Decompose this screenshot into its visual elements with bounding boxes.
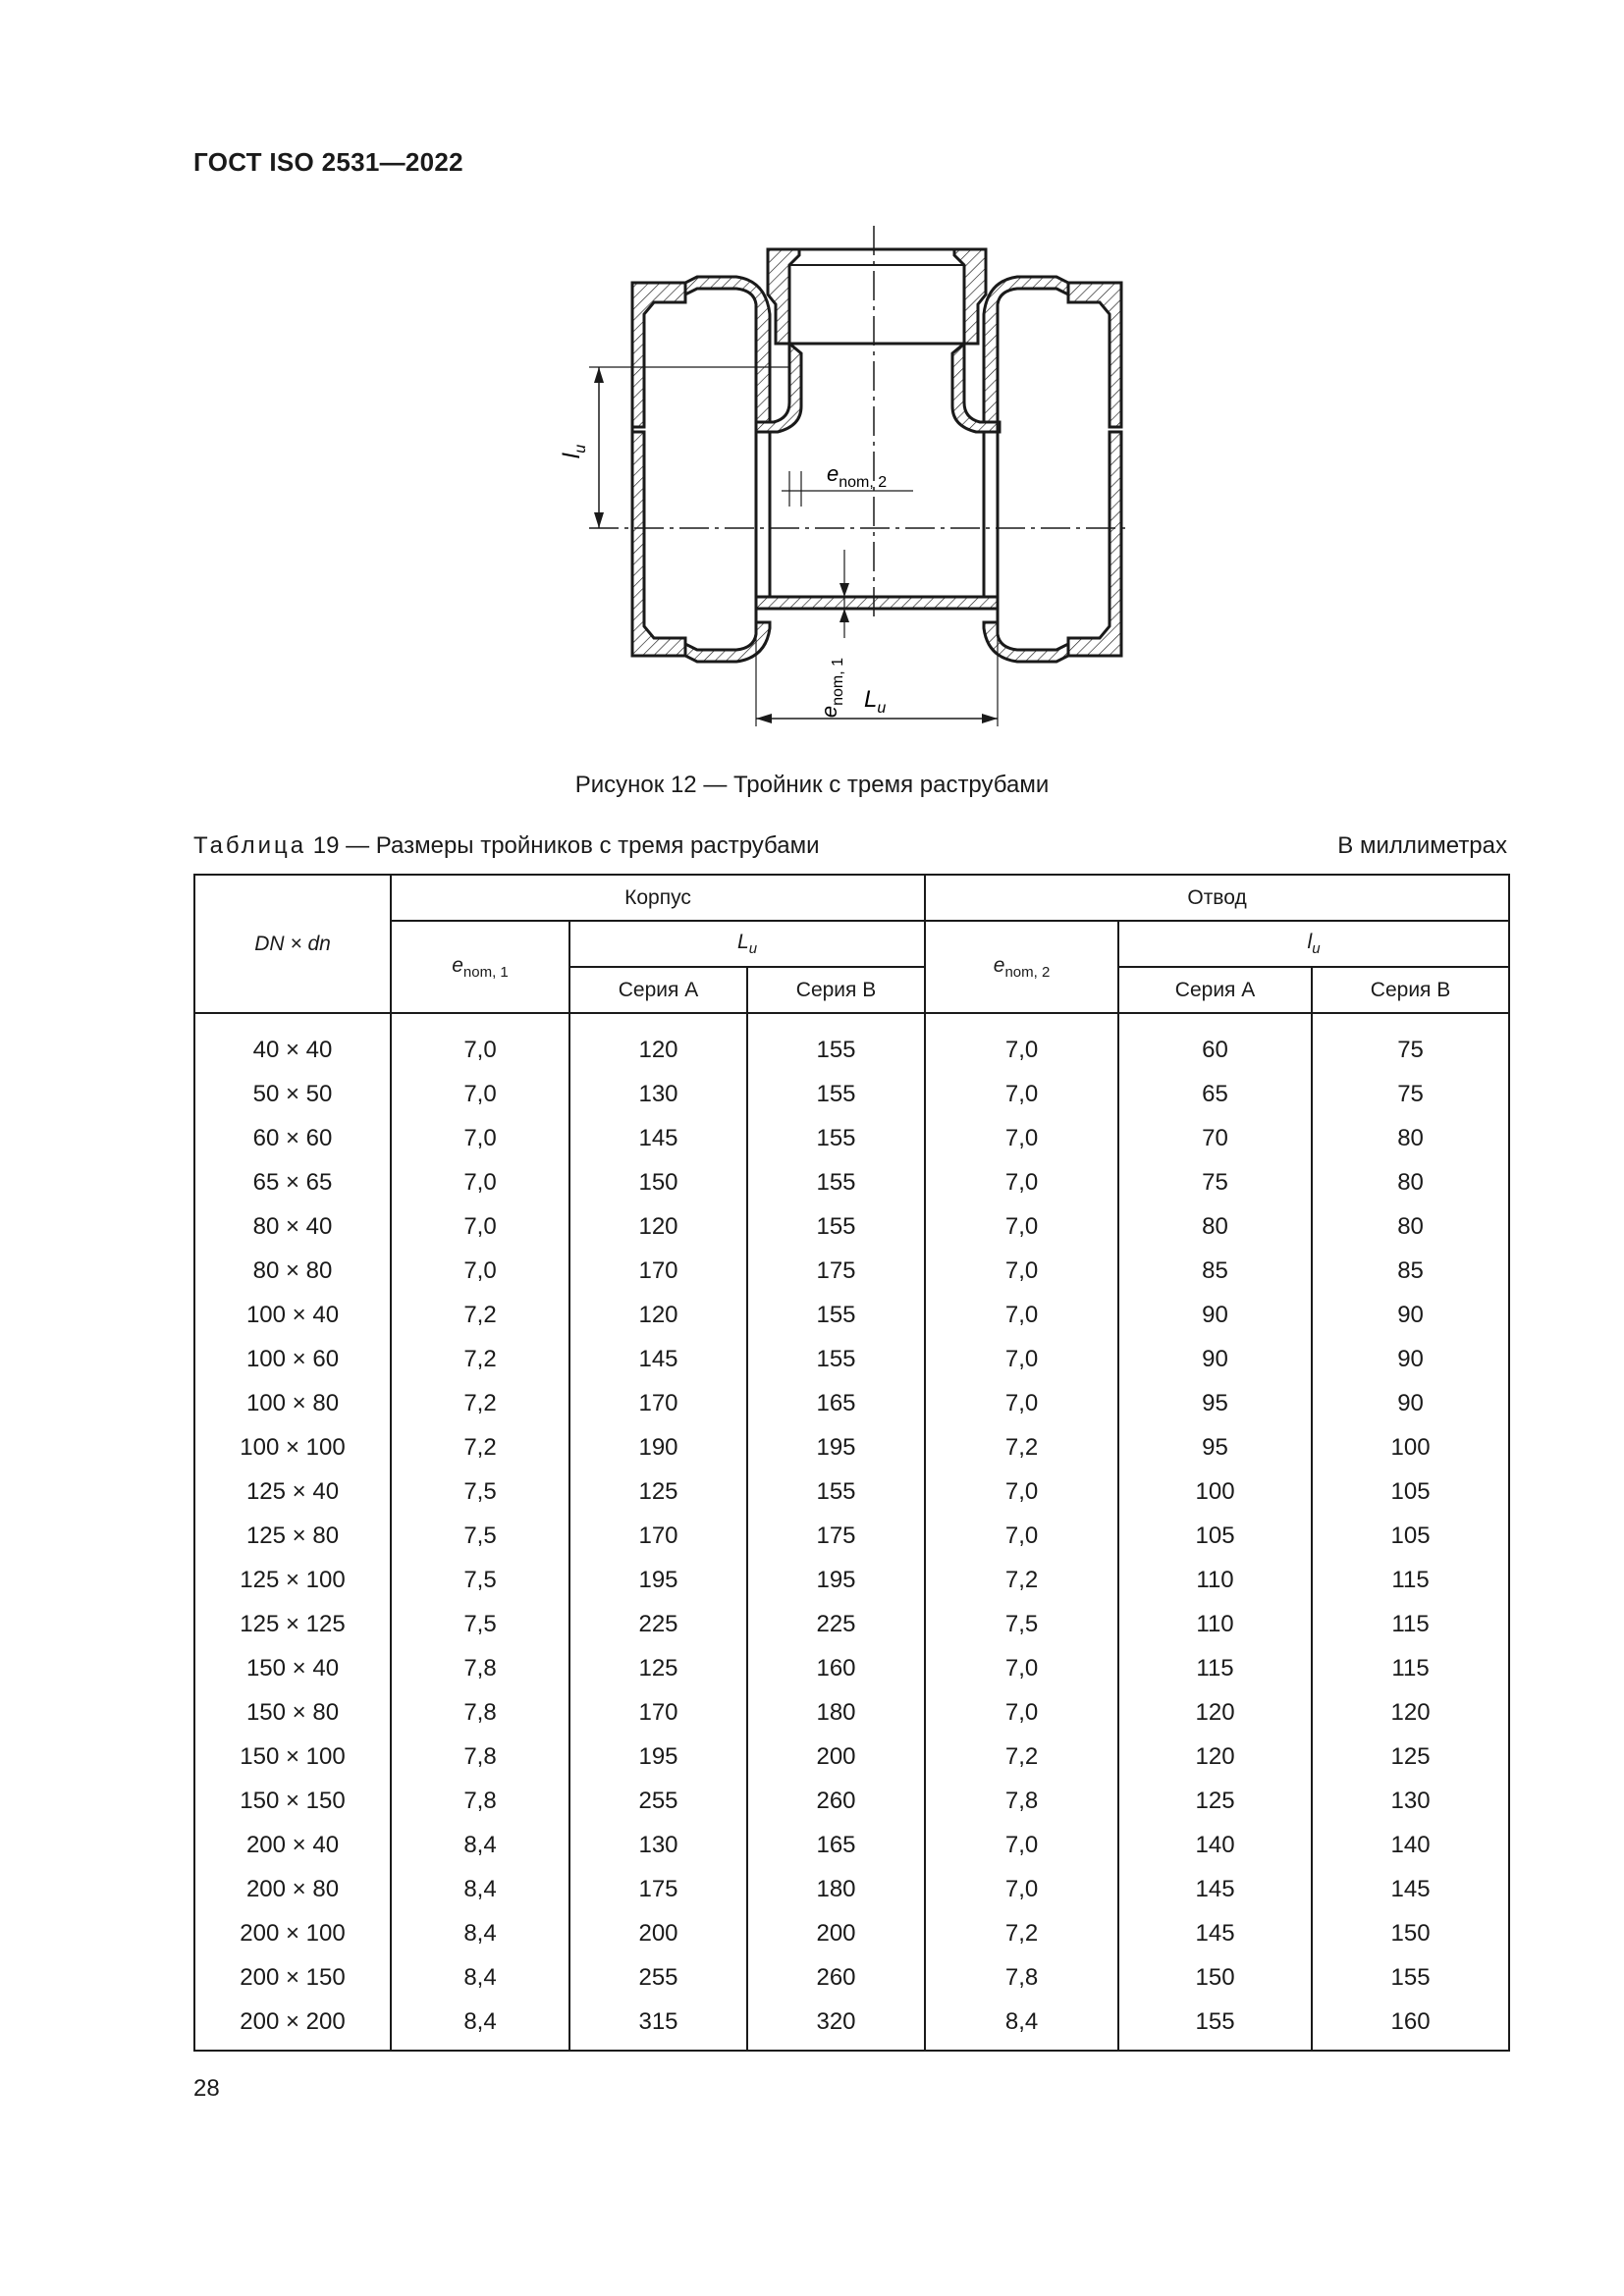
table-row xyxy=(194,1072,1509,1116)
tee-drawing-svg xyxy=(550,226,1139,746)
table-cell: 125 × 80 xyxy=(194,1514,391,1558)
table-cell: 7,0 xyxy=(925,1116,1118,1160)
table-cell: 7,5 xyxy=(391,1514,569,1558)
table-row xyxy=(194,1249,1509,1293)
table-cell: 7,8 xyxy=(391,1735,569,1779)
table-cell: 180 xyxy=(747,1867,925,1911)
label-enom1: $e_{nom, 1}$ xyxy=(817,658,846,719)
table-cell: 125 × 40 xyxy=(194,1469,391,1514)
table-cell: 7,0 xyxy=(925,1867,1118,1911)
table-cell: 110 xyxy=(1118,1558,1312,1602)
table-cell: 140 xyxy=(1312,1823,1509,1867)
table-cell: 85 xyxy=(1118,1249,1312,1293)
table-cell: 65 × 65 xyxy=(194,1160,391,1204)
table-cell: 7,8 xyxy=(391,1690,569,1735)
table-row xyxy=(194,1013,1509,1072)
table-cell: 315 xyxy=(569,2000,747,2051)
header-enom1: $e_{nom, 1}$ xyxy=(391,921,569,1013)
table-cell: 120 xyxy=(1312,1690,1509,1735)
table-cell: 7,0 xyxy=(925,1249,1118,1293)
table-cell: 150 × 40 xyxy=(194,1646,391,1690)
table-cell: 7,0 xyxy=(391,1013,569,1072)
table-cell: 75 xyxy=(1118,1160,1312,1204)
label-Lu: $L_u$ xyxy=(864,686,887,717)
right-shoulder-bottom xyxy=(984,622,1068,662)
left-shoulder-top xyxy=(685,277,770,422)
body-bottom-wall xyxy=(756,597,998,609)
table-title-text: 19 — Размеры тройников с тремя раструбами xyxy=(306,832,820,859)
table-cell: 100 × 80 xyxy=(194,1381,391,1425)
table-cell: 225 xyxy=(747,1602,925,1646)
table-cell: 150 × 150 xyxy=(194,1779,391,1823)
table-cell: 200 xyxy=(747,1735,925,1779)
table-cell: 155 xyxy=(747,1293,925,1337)
table-row xyxy=(194,1955,1509,2000)
table-cell: 7,2 xyxy=(925,1425,1118,1469)
table-cell: 120 xyxy=(1118,1690,1312,1735)
table-row xyxy=(194,1337,1509,1381)
table-cell: 8,4 xyxy=(391,1911,569,1955)
header-Lu: $L_u$ xyxy=(569,921,925,967)
table-row xyxy=(194,1911,1509,1955)
table-cell: 160 xyxy=(747,1646,925,1690)
table-cell: 150 xyxy=(569,1160,747,1204)
table-cell: 200 × 200 xyxy=(194,2000,391,2051)
table-cell: 60 xyxy=(1118,1013,1312,1072)
table-cell: 125 xyxy=(569,1646,747,1690)
table-cell: 115 xyxy=(1312,1646,1509,1690)
table-cell: 7,0 xyxy=(925,1072,1118,1116)
table-cell: 120 xyxy=(569,1204,747,1249)
table-cell: 7,0 xyxy=(925,1823,1118,1867)
table-cell: 75 xyxy=(1312,1072,1509,1116)
table-cell: 200 × 150 xyxy=(194,1955,391,2000)
table-cell: 7,0 xyxy=(925,1514,1118,1558)
table-cell: 195 xyxy=(747,1558,925,1602)
table-cell: 145 xyxy=(1118,1911,1312,1955)
table-cell: 155 xyxy=(747,1160,925,1204)
table-cell: 60 × 60 xyxy=(194,1116,391,1160)
table-cell: 7,5 xyxy=(391,1602,569,1646)
table-cell: 130 xyxy=(1312,1779,1509,1823)
table-cell: 145 xyxy=(1312,1867,1509,1911)
table-title xyxy=(193,832,820,860)
table-cell: 7,2 xyxy=(925,1558,1118,1602)
table-cell: 7,0 xyxy=(925,1381,1118,1425)
table-cell: 225 xyxy=(569,1602,747,1646)
table-cell: 195 xyxy=(569,1735,747,1779)
document-header: ГОСТ ISO 2531—2022 xyxy=(193,147,463,177)
label-lu: $l_u$ xyxy=(559,444,589,459)
table-cell: 115 xyxy=(1312,1558,1509,1602)
table-cell: 170 xyxy=(569,1381,747,1425)
table-cell: 7,0 xyxy=(925,1646,1118,1690)
table-units: В миллиметрах xyxy=(1337,832,1507,859)
table-row xyxy=(194,1735,1509,1779)
table-body xyxy=(194,1013,1509,2051)
table-cell: 155 xyxy=(747,1204,925,1249)
table-row xyxy=(194,1425,1509,1469)
table-cell: 7,0 xyxy=(391,1116,569,1160)
table-cell: 320 xyxy=(747,2000,925,2051)
table-cell: 80 xyxy=(1118,1204,1312,1249)
table-row xyxy=(194,1293,1509,1337)
table-cell: 80 × 40 xyxy=(194,1204,391,1249)
table-row xyxy=(194,1116,1509,1160)
table-cell: 115 xyxy=(1118,1646,1312,1690)
left-socket-wall-top xyxy=(632,283,685,427)
right-socket-wall-bottom xyxy=(1068,432,1121,656)
table-cell: 165 xyxy=(747,1823,925,1867)
right-socket-wall-top xyxy=(1068,283,1121,427)
table-cell: 150 xyxy=(1118,1955,1312,2000)
table-cell: 155 xyxy=(747,1116,925,1160)
table-cell: 90 xyxy=(1312,1381,1509,1425)
table-cell: 190 xyxy=(569,1425,747,1469)
branch-socket-wall-left xyxy=(768,249,799,344)
table-cell: 110 xyxy=(1118,1602,1312,1646)
table-cell: 7,0 xyxy=(391,1072,569,1116)
table-cell: 260 xyxy=(747,1779,925,1823)
table-cell: 7,2 xyxy=(391,1337,569,1381)
table-cell: 75 xyxy=(1312,1013,1509,1072)
header-body: Корпус xyxy=(391,875,925,921)
table-cell: 155 xyxy=(747,1072,925,1116)
table-cell: 125 xyxy=(1312,1735,1509,1779)
table-cell: 7,0 xyxy=(925,1337,1118,1381)
table-cell: 90 xyxy=(1312,1293,1509,1337)
table-cell: 180 xyxy=(747,1690,925,1735)
table-cell: 105 xyxy=(1118,1514,1312,1558)
figure-caption: Рисунок 12 — Тройник с тремя раструбами xyxy=(574,772,1050,798)
left-shoulder-bottom xyxy=(685,622,770,662)
table-row xyxy=(194,1381,1509,1425)
table-row xyxy=(194,1558,1509,1602)
table-cell: 7,8 xyxy=(391,1779,569,1823)
tee-drawing xyxy=(550,226,1139,746)
table-cell: 200 × 100 xyxy=(194,1911,391,1955)
table-cell: 7,0 xyxy=(925,1013,1118,1072)
table-cell: 175 xyxy=(569,1867,747,1911)
table-cell: 255 xyxy=(569,1955,747,2000)
right-shoulder-top xyxy=(984,277,1068,422)
table-cell: 170 xyxy=(569,1690,747,1735)
page-number: 28 xyxy=(193,2075,220,2102)
table-cell: 140 xyxy=(1118,1823,1312,1867)
table-cell: 200 × 80 xyxy=(194,1867,391,1911)
table-row xyxy=(194,1469,1509,1514)
table-cell: 50 × 50 xyxy=(194,1072,391,1116)
table-cell: 7,5 xyxy=(391,1469,569,1514)
table-cell: 7,8 xyxy=(391,1646,569,1690)
table-cell: 7,5 xyxy=(925,1602,1118,1646)
left-socket-wall-bottom xyxy=(632,427,685,656)
table-cell: 160 xyxy=(1312,2000,1509,2051)
table-cell: 255 xyxy=(569,1779,747,1823)
table-cell: 7,0 xyxy=(925,1160,1118,1204)
table-cell: 130 xyxy=(569,1823,747,1867)
table-cell: 7,2 xyxy=(925,1735,1118,1779)
table-cell: 130 xyxy=(569,1072,747,1116)
table-cell: 120 xyxy=(569,1293,747,1337)
table-cell: 7,5 xyxy=(391,1558,569,1602)
table-row xyxy=(194,2000,1509,2051)
table-cell: 7,2 xyxy=(925,1911,1118,1955)
table-cell: 7,2 xyxy=(391,1425,569,1469)
table-cell: 85 xyxy=(1312,1249,1509,1293)
table-cell: 125 xyxy=(1118,1779,1312,1823)
table-cell: 145 xyxy=(1118,1867,1312,1911)
header-dn: DN × dn xyxy=(194,875,391,1013)
table-row xyxy=(194,1690,1509,1735)
table-row xyxy=(194,1867,1509,1911)
table-cell: 150 × 80 xyxy=(194,1690,391,1735)
table-cell: 7,0 xyxy=(391,1249,569,1293)
table-row xyxy=(194,1779,1509,1823)
table-cell: 80 × 80 xyxy=(194,1249,391,1293)
table-cell: 155 xyxy=(1312,1955,1509,2000)
table-cell: 80 xyxy=(1312,1204,1509,1249)
table-cell: 195 xyxy=(569,1558,747,1602)
table-cell: 150 xyxy=(1312,1911,1509,1955)
table-cell: 155 xyxy=(1118,2000,1312,2051)
table-cell: 7,2 xyxy=(391,1381,569,1425)
table-cell: 95 xyxy=(1118,1381,1312,1425)
table-cell: 120 xyxy=(569,1013,747,1072)
table-row xyxy=(194,1646,1509,1690)
table-title-prefix: Таблица xyxy=(193,832,307,859)
table-cell: 170 xyxy=(569,1514,747,1558)
label-enom2: $e_{nom, 2}$ xyxy=(827,461,888,491)
table-cell: 8,4 xyxy=(391,1867,569,1911)
table-cell: 8,4 xyxy=(391,2000,569,2051)
table-cell: 170 xyxy=(569,1249,747,1293)
table-cell: 155 xyxy=(747,1337,925,1381)
table-cell: 90 xyxy=(1118,1293,1312,1337)
table-cell: 7,2 xyxy=(391,1293,569,1337)
table-cell: 8,4 xyxy=(925,2000,1118,2051)
table-cell: 40 × 40 xyxy=(194,1013,391,1072)
table-cell: 165 xyxy=(747,1381,925,1425)
table-cell: 145 xyxy=(569,1116,747,1160)
table-row xyxy=(194,1823,1509,1867)
table-cell: 100 × 60 xyxy=(194,1337,391,1381)
header-lu-seriesB: Серия В xyxy=(1312,967,1509,1013)
table-cell: 155 xyxy=(747,1469,925,1514)
table-cell: 105 xyxy=(1312,1469,1509,1514)
table-cell: 120 xyxy=(1118,1735,1312,1779)
table-cell: 8,4 xyxy=(391,1955,569,2000)
table-cell: 115 xyxy=(1312,1602,1509,1646)
table-cell: 200 xyxy=(747,1911,925,1955)
table-cell: 7,0 xyxy=(391,1204,569,1249)
table-row xyxy=(194,1514,1509,1558)
table-cell: 65 xyxy=(1118,1072,1312,1116)
table-cell: 155 xyxy=(747,1013,925,1072)
table-cell: 150 × 100 xyxy=(194,1735,391,1779)
table-cell: 260 xyxy=(747,1955,925,2000)
header-lu: $l_u$ xyxy=(1118,921,1509,967)
table-cell: 200 xyxy=(569,1911,747,1955)
table-cell: 80 xyxy=(1312,1116,1509,1160)
table-cell: 7,8 xyxy=(925,1779,1118,1823)
header-lu-seriesA: Серия А xyxy=(1118,967,1312,1013)
table-cell: 7,0 xyxy=(925,1469,1118,1514)
header-Lu-seriesA: Серия А xyxy=(569,967,747,1013)
table-cell: 125 × 125 xyxy=(194,1602,391,1646)
table-cell: 7,0 xyxy=(925,1690,1118,1735)
table-cell: 80 xyxy=(1312,1160,1509,1204)
table-cell: 90 xyxy=(1118,1337,1312,1381)
table-cell: 7,0 xyxy=(391,1160,569,1204)
table-row xyxy=(194,1160,1509,1204)
branch-socket-wall-right xyxy=(954,249,986,344)
table-cell: 100 × 100 xyxy=(194,1425,391,1469)
table-cell: 195 xyxy=(747,1425,925,1469)
dimensions-table xyxy=(193,874,1510,2052)
table-cell: 145 xyxy=(569,1337,747,1381)
table-cell: 105 xyxy=(1312,1514,1509,1558)
table-cell: 175 xyxy=(747,1514,925,1558)
header-branch: Отвод xyxy=(925,875,1509,921)
table-cell: 7,8 xyxy=(925,1955,1118,2000)
table-row xyxy=(194,1602,1509,1646)
table-row xyxy=(194,1204,1509,1249)
header-Lu-seriesB: Серия В xyxy=(747,967,925,1013)
table-cell: 100 xyxy=(1118,1469,1312,1514)
table-cell: 70 xyxy=(1118,1116,1312,1160)
table-cell: 200 × 40 xyxy=(194,1823,391,1867)
table-cell: 90 xyxy=(1312,1337,1509,1381)
table-cell: 100 × 40 xyxy=(194,1293,391,1337)
table-cell: 100 xyxy=(1312,1425,1509,1469)
table-cell: 125 × 100 xyxy=(194,1558,391,1602)
table-cell: 95 xyxy=(1118,1425,1312,1469)
table-cell: 175 xyxy=(747,1249,925,1293)
table-cell: 7,0 xyxy=(925,1293,1118,1337)
header-enom2: $e_{nom, 2}$ xyxy=(925,921,1118,1013)
table-cell: 8,4 xyxy=(391,1823,569,1867)
table-cell: 7,0 xyxy=(925,1204,1118,1249)
table-cell: 125 xyxy=(569,1469,747,1514)
